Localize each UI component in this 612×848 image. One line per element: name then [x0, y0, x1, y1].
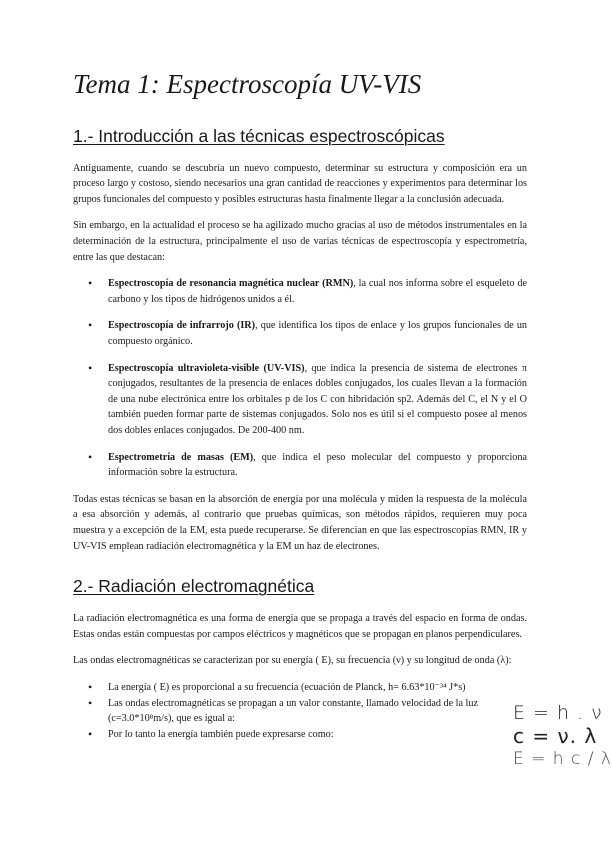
- section-2-paragraph-1: La radiación electromagnética es una forma de energía que se propaga a través del espacio en forma de ondas. Estas ondas están compuestas por campos eléctricos y magnéticos que se propagan en planos perpendiculares.: [73, 613, 527, 640]
- technique-name: Espectrometría de masas (EM): [108, 451, 254, 463]
- section-1-paragraph-2: Sin embargo, en la actualidad el proceso se ha agilizado mucho gracias al uso de métodos instrumentales en la determinación de la estructura, principalmente el uso de varias técnicas de espectroscopía y espectrometría, entre las que destacan:: [73, 220, 527, 263]
- page-title: Tema 1: Espectroscopía UV-VIS: [73, 69, 422, 99]
- technique-name: Espectroscopía de infrarrojo (IR): [108, 320, 256, 332]
- section-2-heading: 2.- Radiación electromagnética: [73, 576, 315, 597]
- section-2-paragraph-2: Las ondas electromagnéticas se caracterizan por su energía ( E), su frecuencia (ν) y su longitud de onda (λ):: [73, 655, 512, 667]
- technique-description: , que indica la presencia de sistema de electrones π conjugados, resultantes de la presencia de enlaces dobles conjugados, los cuales llevan a la formación de una nube electrónica entre los orbitales p de los C con hibridación sp2. Además del C, el N y el O también pueden formar parte de sistemas conjugados. Solo nos es útil si el compuesto posee al menos dos dobles enlaces conjugados. De 200-400 nm.: [108, 362, 528, 436]
- formula-light-speed: c = ν. λ: [513, 724, 598, 748]
- technique-item-em: [73, 450, 527, 481]
- formula-block: [513, 702, 612, 771]
- em-bullet-energy: • La energía ( E) es proporcional a su frecuencia (ecuación de Planck, h= 6.63*10⁻³⁴ J*s): [73, 680, 501, 696]
- techniques-list: [73, 276, 527, 481]
- formula-energy-wavelength: E = h c / λ: [513, 749, 612, 769]
- section-1-heading: 1.- Introducción a las técnicas espectroscópicas: [73, 125, 445, 146]
- em-bullet-energy-alt: • Por lo tanto la energía también puede expresarse como:: [73, 727, 501, 743]
- technique-description: , la cual nos informa sobre el esqueleto de carbono y los tipos de hidrógenos unidos a él.: [108, 278, 527, 305]
- technique-description: , que indica el peso molecular del compuesto y proporciona información sobre la estructura.: [108, 451, 527, 479]
- em-properties-list: [73, 680, 501, 742]
- section-1-paragraph-1: Antiguamente, cuando se descubría un nuevo compuesto, determinar su estructura y composición era un proceso largo y costoso, siendo necesarios una gran cantidad de reacciones y experimentos para determinar los grupos funcionales del compuesto y posibles estructuras hasta finalmente llegar a la conclusión adecuada.: [73, 162, 527, 205]
- formula-planck: E = h . ν: [513, 702, 603, 724]
- technique-item-rmn: [73, 276, 527, 307]
- technique-item-uv-vis: [73, 361, 527, 439]
- technique-name: Espectroscopía de resonancia magnética nuclear (RMN): [108, 278, 354, 290]
- section-1-paragraph-3: Todas estas técnicas se basan en la absorción de energía por una molécula y miden la respuesta de la molécula a esa absorción y además, al contrario que pruebas químicas, son métodos rápidos, requieren muy poca muestra y a excepción de la EM, esta puede recuperarse. Se diferencian en que las espectroscopías RMN, IR y UV-VIS emplean radiación electromagnética y la EM un haz de electrones.: [73, 493, 527, 552]
- technique-description: , que identifica los tipos de enlace y los grupos funcionales de un compuesto orgánico.: [108, 320, 528, 348]
- technique-name: Espectroscopía ultravioleta-visible (UV-VIS): [108, 362, 305, 374]
- em-bullet-speed: • Las ondas electromagnéticas se propagan a un valor constante, llamado velocidad de la luz (c=3.0*10⁸m/s), que es igual a:: [73, 696, 501, 727]
- technique-item-ir: [73, 318, 527, 349]
